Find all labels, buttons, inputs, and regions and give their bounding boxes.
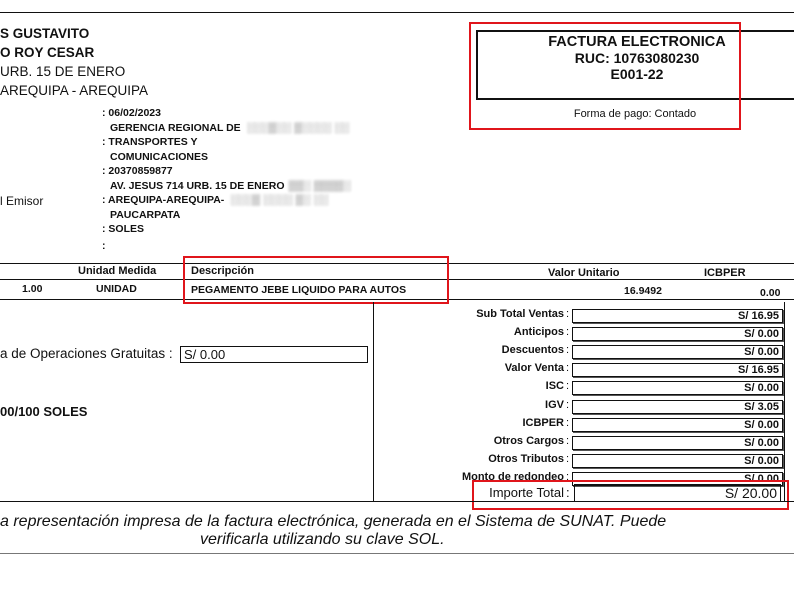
total-colon: : — [566, 416, 570, 429]
issue-date: : 06/02/2023 — [102, 107, 161, 119]
description-highlight — [183, 256, 449, 304]
total-colon: : — [566, 485, 570, 500]
total-label: Monto de redondeo — [461, 470, 564, 483]
total-colon: : — [566, 308, 570, 320]
row-icbper: 0.00 — [760, 287, 781, 299]
client-line-2: : TRANSPORTES Y — [102, 136, 198, 148]
total-label: Otros Tributos — [488, 452, 564, 465]
row-unit-value: 16.9492 — [624, 285, 662, 297]
redacted-text: ░░░▒ ░░░░ ▒░ ░░ — [230, 194, 329, 206]
client-name: GERENCIA REGIONAL DE — [110, 121, 241, 134]
redacted-text: ░░░▒░░ ▒░░░░ ░░ — [246, 121, 350, 134]
footer-rule-top — [0, 501, 794, 502]
total-colon: : — [566, 344, 570, 357]
emisor-label: l Emisor — [0, 194, 44, 208]
address-line-2 — [102, 193, 351, 208]
total-value: S/ 0.00 — [572, 327, 783, 341]
row-qty: 1.00 — [22, 283, 43, 295]
col-header-unit-value: Valor Unitario — [548, 267, 620, 279]
total-label: Anticipos — [513, 326, 564, 339]
total-value: S/ 0.00 — [572, 436, 783, 450]
total-colon: : — [566, 434, 570, 447]
totals-divider-left — [373, 302, 374, 502]
top-rule — [0, 12, 794, 13]
details-block — [102, 106, 351, 253]
row-unit: UNIDAD — [96, 283, 137, 295]
total-colon: : — [566, 380, 570, 393]
issuer-line-2: O ROY CESAR — [0, 45, 95, 60]
total-label: ISC — [545, 380, 564, 393]
total-value: S/ 3.05 — [572, 400, 783, 414]
address-city: : AREQUIPA-AREQUIPA- — [102, 194, 225, 206]
issuer-line-3: URB. 15 DE ENERO — [0, 64, 126, 79]
row-description: PEGAMENTO JEBE LIQUIDO PARA AUTOS — [191, 284, 407, 296]
address-text: AV. JESUS 714 URB. 15 DE ENERO — [110, 179, 285, 192]
client-ruc: : 20370859877 — [102, 165, 173, 177]
address-line-3: PAUCARPATA — [110, 208, 181, 221]
total-colon: : — [566, 362, 570, 375]
importe-total-highlight — [472, 480, 789, 510]
amount-in-words: 00/100 SOLES — [0, 404, 88, 419]
footer-line-2: verificarla utilizando su clave SOL. — [200, 531, 445, 548]
client-line-3: COMUNICACIONES — [110, 150, 209, 163]
col-header-unit: Unidad Medida — [78, 265, 157, 277]
issuer-line-1: S GUSTAVITO — [0, 26, 90, 41]
total-label: ICBPER — [522, 416, 564, 429]
invoice-ruc: RUC: 10763080230 — [574, 50, 700, 66]
gratuitas-label: a de Operaciones Gratuitas : — [0, 346, 173, 361]
total-value: S/ 0.00 — [572, 472, 783, 486]
total-value: S/ 0.00 — [572, 381, 783, 395]
gratuitas-value: S/ 0.00 — [180, 346, 368, 363]
col-header-description: Descripción — [191, 265, 254, 277]
invoice-highlight — [469, 22, 741, 130]
issuer-line-4: AREQUIPA - AREQUIPA — [0, 83, 149, 98]
total-label: Valor Venta — [504, 362, 564, 375]
total-label: Sub Total Ventas — [476, 308, 564, 320]
currency: : SOLES — [102, 223, 145, 235]
total-value: S/ 16.95 — [572, 309, 783, 323]
footer-line-1: a representación impresa de la factura electrónica, generada en el Sistema de SUNAT. Puede — [0, 513, 667, 530]
total-colon: : — [566, 452, 570, 465]
importe-total-label: Importe Total — [489, 485, 564, 500]
totals-divider-right — [784, 302, 785, 502]
payment-method: Forma de pago: Contado — [573, 108, 697, 120]
total-value: S/ 0.00 — [572, 418, 783, 432]
total-label: Descuentos — [501, 344, 564, 357]
empty-field: : — [102, 239, 106, 252]
footer-rule-bottom — [0, 553, 794, 554]
total-value: S/ 0.00 — [572, 345, 783, 359]
client-line-1 — [102, 121, 351, 136]
total-colon: : — [566, 398, 570, 411]
total-colon: : — [566, 470, 570, 483]
address-line-1 — [102, 179, 351, 194]
total-label: IGV — [545, 398, 564, 411]
total-value: S/ 0.00 — [572, 454, 783, 468]
total-colon: : — [566, 326, 570, 339]
total-label: Otros Cargos — [493, 434, 564, 447]
total-value: S/ 16.95 — [572, 363, 783, 377]
issuer-block — [0, 24, 148, 100]
invoice-title: FACTURA ELECTRONICA — [548, 34, 726, 50]
importe-total-value: S/ 20.00 — [574, 484, 781, 502]
col-header-icbper: ICBPER — [704, 267, 746, 279]
redacted-text: ▒▒░ ▒▒▒▒░ — [288, 179, 351, 192]
invoice-number: E001-22 — [610, 66, 664, 82]
